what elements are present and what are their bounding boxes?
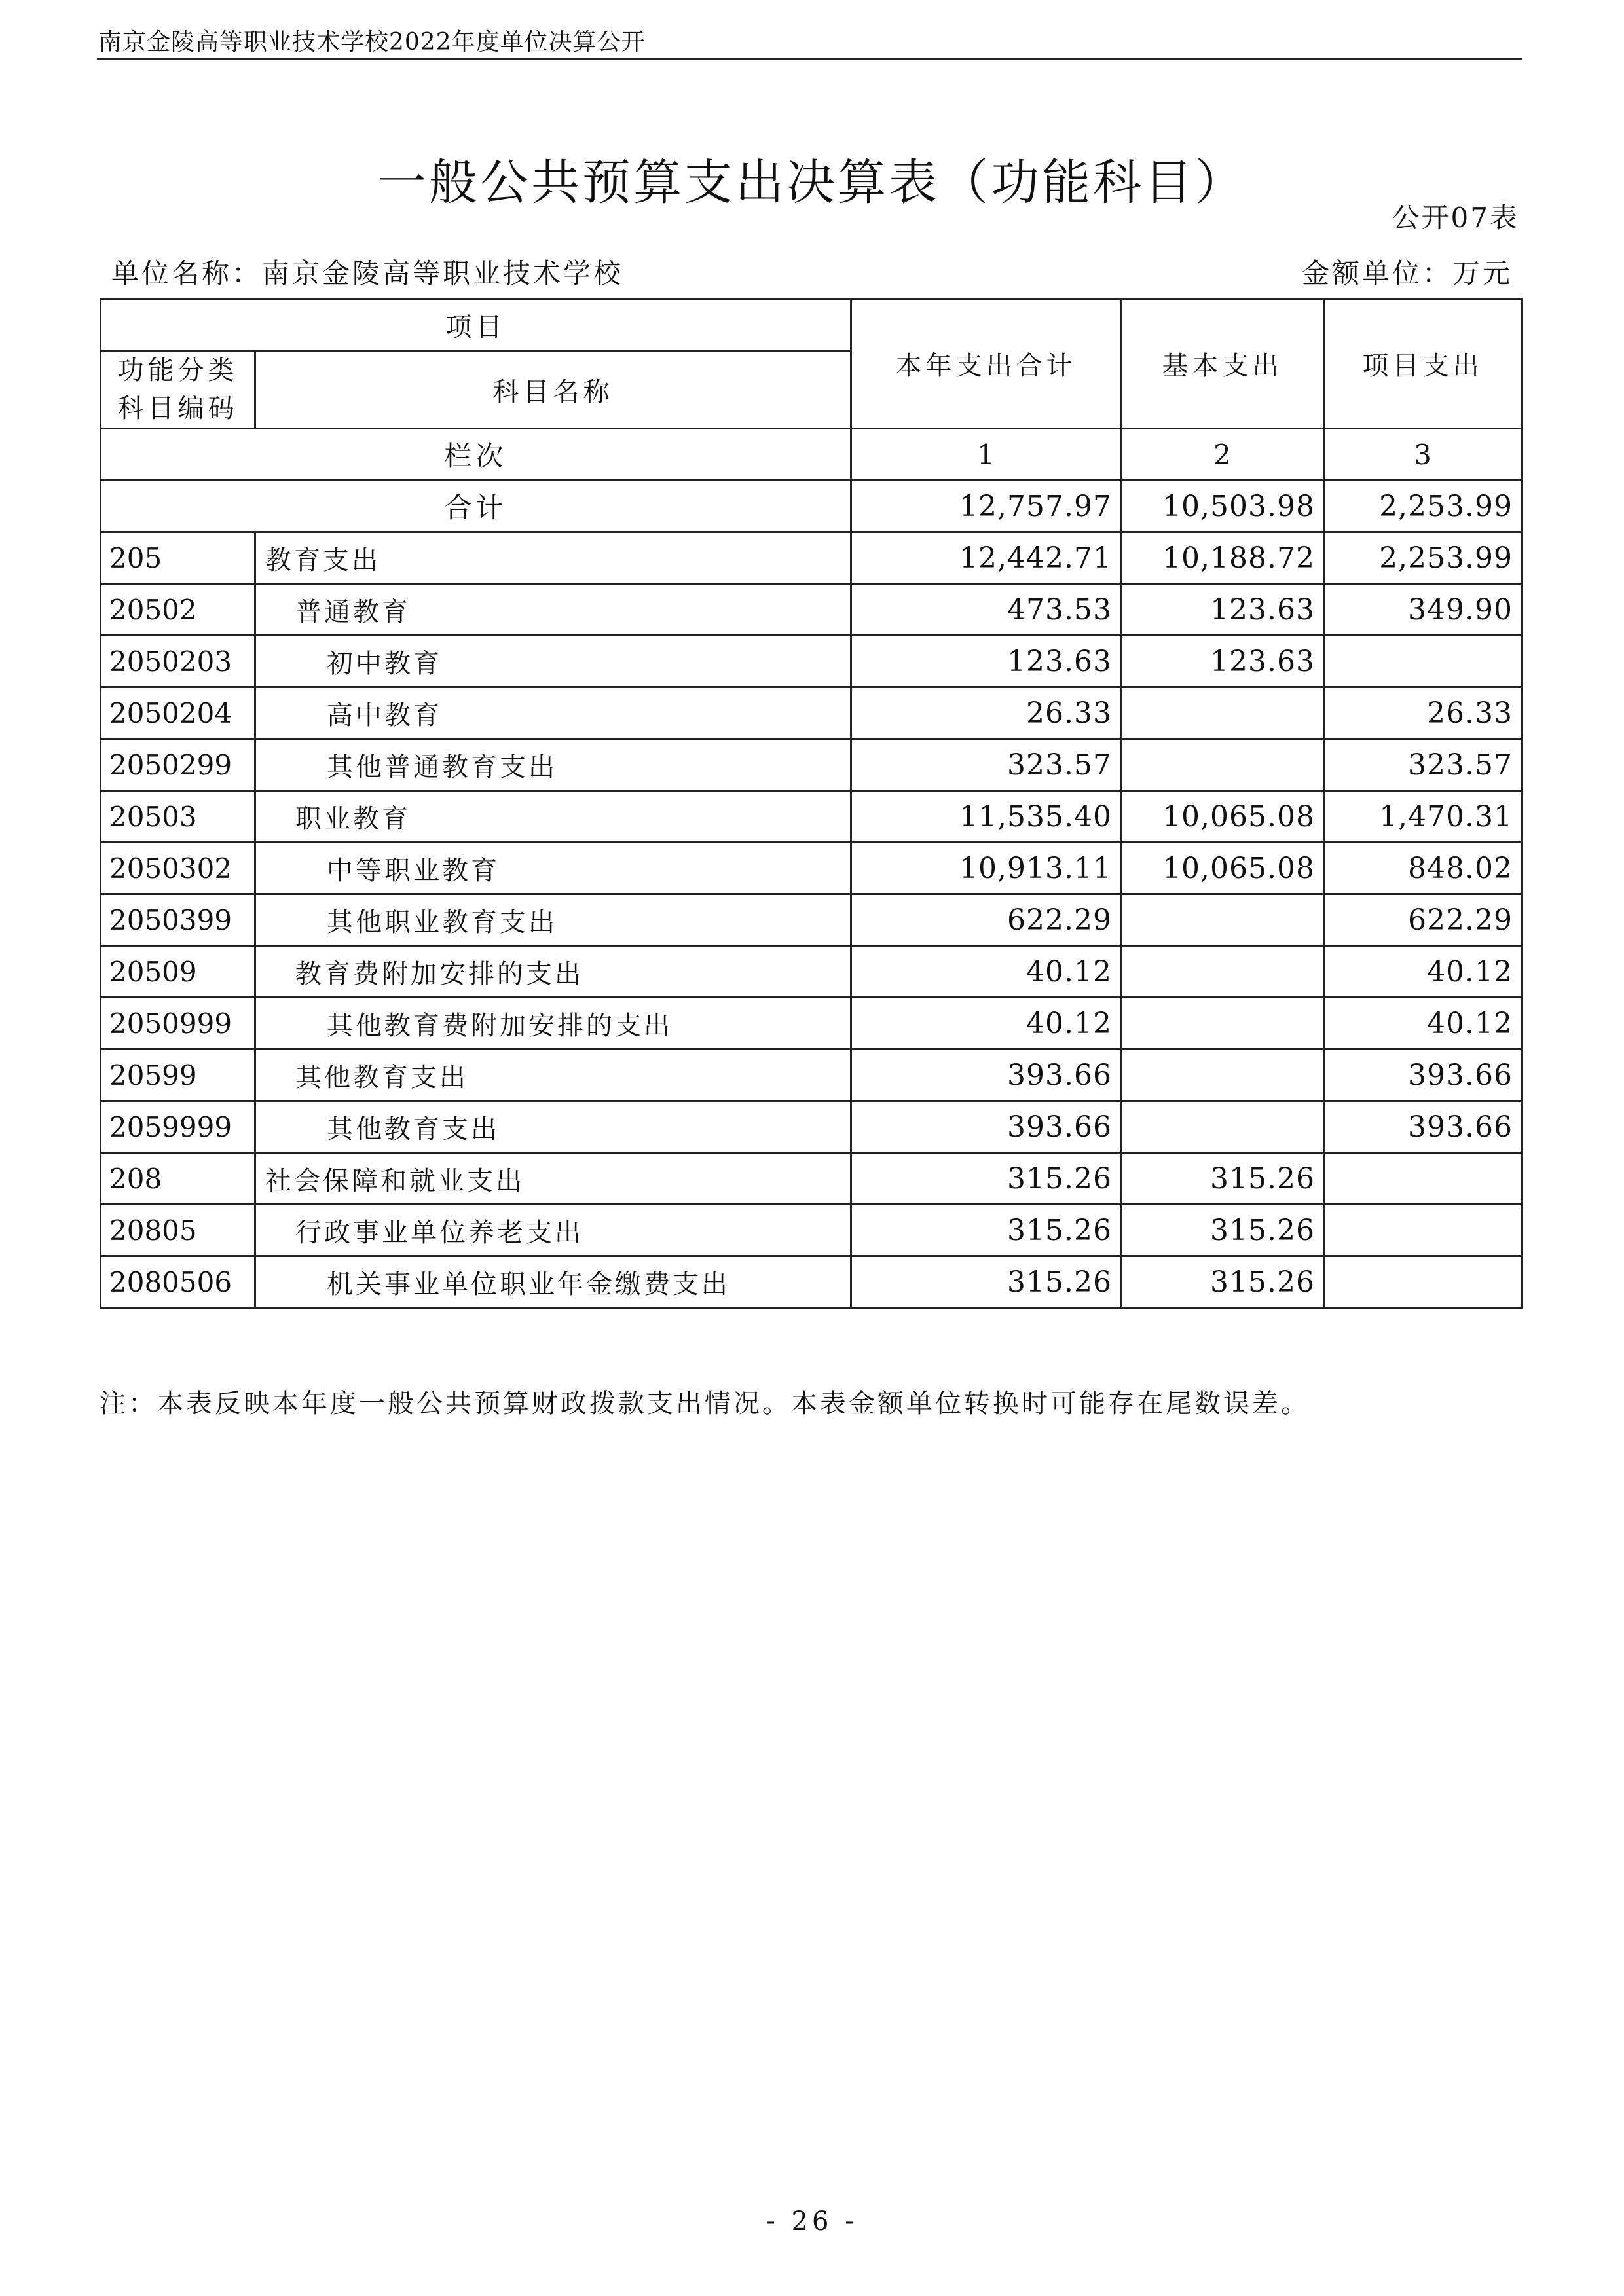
row-total: 393.66 [851,1049,1121,1101]
row-name: 教育支出 [255,532,851,584]
row-total: 315.26 [851,1153,1121,1205]
col-number-3: 3 [1324,429,1522,481]
row-total: 622.29 [851,894,1121,946]
table-row [101,687,1522,739]
row-name: 其他普通教育支出 [255,739,851,791]
row-basic [1121,894,1324,946]
row-code: 20503 [101,791,255,843]
table-row [101,1205,1522,1256]
row-code: 2050204 [101,687,255,739]
row-code: 2050203 [101,636,255,687]
row-code: 2050399 [101,894,255,946]
table-note: 注：本表反映本年度一般公共预算财政拨款支出情况。本表金额单位转换时可能存在尾数误差。 [100,1389,1310,1419]
table-row [101,739,1522,791]
row-total: 123.63 [851,636,1121,687]
row-code: 20599 [101,1049,255,1101]
row-basic [1121,1049,1324,1101]
row-project: 40.12 [1324,946,1522,998]
row-basic: 123.63 [1121,636,1324,687]
row-basic: 315.26 [1121,1153,1324,1205]
row-name: 其他教育支出 [255,1101,851,1153]
row-project [1324,1153,1522,1205]
table-row [101,843,1522,894]
row-code: 20502 [101,584,255,636]
table-row [101,894,1522,946]
row-project: 393.66 [1324,1101,1522,1153]
expenditure-table [100,298,1522,1309]
row-basic: 10,065.08 [1121,843,1324,894]
table-row [101,636,1522,687]
row-index-row [101,429,1522,481]
amount-unit: 金额单位：万元 [1301,257,1513,289]
table-row [101,1101,1522,1153]
row-project [1324,636,1522,687]
row-name: 教育费附加安排的支出 [255,946,851,998]
row-total: 393.66 [851,1101,1121,1153]
row-code: 2080506 [101,1256,255,1308]
table-number: 公开07表 [1392,202,1519,234]
header-total: 本年支出合计 [851,299,1121,429]
row-total: 10,913.11 [851,843,1121,894]
row-project: 323.57 [1324,739,1522,791]
row-basic: 10,188.72 [1121,532,1324,584]
row-code: 20509 [101,946,255,998]
total-basic: 10,503.98 [1121,481,1324,532]
row-project: 40.12 [1324,998,1522,1049]
header-rule [97,58,1522,60]
table-row [101,1049,1522,1101]
header-project: 项目 [101,299,851,351]
row-total: 40.12 [851,998,1121,1049]
table-row [101,998,1522,1049]
table-row [101,584,1522,636]
row-code: 2050302 [101,843,255,894]
row-project: 848.02 [1324,843,1522,894]
total-label: 合计 [101,481,851,532]
row-basic [1121,998,1324,1049]
row-total: 12,442.71 [851,532,1121,584]
row-total: 315.26 [851,1205,1121,1256]
row-code: 2050999 [101,998,255,1049]
total-amount: 12,757.97 [851,481,1121,532]
col-number-1: 1 [851,429,1121,481]
row-name: 社会保障和就业支出 [255,1153,851,1205]
row-name: 行政事业单位养老支出 [255,1205,851,1256]
row-name: 其他职业教育支出 [255,894,851,946]
row-project: 1,470.31 [1324,791,1522,843]
table-row [101,1256,1522,1308]
row-total: 323.57 [851,739,1121,791]
row-name: 高中教育 [255,687,851,739]
row-basic [1121,687,1324,739]
row-code: 208 [101,1153,255,1205]
row-project: 349.90 [1324,584,1522,636]
row-basic: 123.63 [1121,584,1324,636]
row-name: 中等职业教育 [255,843,851,894]
row-total: 40.12 [851,946,1121,998]
row-project: 622.29 [1324,894,1522,946]
running-header: 南京金陵高等职业技术学校2022年度单位决算公开 [98,29,646,56]
col-number-2: 2 [1121,429,1324,481]
header-code-line1: 功能分类 [117,355,238,386]
table-row [101,946,1522,998]
row-basic [1121,739,1324,791]
page-title: 一般公共预算支出决算表（功能科目） [378,154,1246,211]
unit-line [111,252,1513,291]
header-code-line2: 科目编码 [117,393,238,424]
row-total: 26.33 [851,687,1121,739]
header-name: 科目名称 [255,351,851,429]
row-code: 20805 [101,1205,255,1256]
page-number: - 26 - [766,2206,858,2236]
row-total: 315.26 [851,1256,1121,1308]
total-row [101,481,1522,532]
row-code: 205 [101,532,255,584]
row-basic [1121,1101,1324,1153]
header-basic: 基本支出 [1121,299,1324,429]
row-name: 其他教育支出 [255,1049,851,1101]
row-total: 473.53 [851,584,1121,636]
table-body [101,429,1522,1308]
row-index-label: 栏次 [101,429,851,481]
row-name: 职业教育 [255,791,851,843]
unit-name: 单位名称：南京金陵高等职业技术学校 [111,257,624,289]
header-code [101,351,255,429]
row-name: 其他教育费附加安排的支出 [255,998,851,1049]
header-row-project [101,299,1522,351]
row-name: 普通教育 [255,584,851,636]
total-project: 2,253.99 [1324,481,1522,532]
row-basic [1121,946,1324,998]
table-row [101,532,1522,584]
row-code: 2059999 [101,1101,255,1153]
row-project: 26.33 [1324,687,1522,739]
row-total: 11,535.40 [851,791,1121,843]
row-basic: 315.26 [1121,1256,1324,1308]
row-project: 393.66 [1324,1049,1522,1101]
row-name: 机关事业单位职业年金缴费支出 [255,1256,851,1308]
row-project: 2,253.99 [1324,532,1522,584]
row-basic: 10,065.08 [1121,791,1324,843]
table-row [101,1153,1522,1205]
row-project [1324,1205,1522,1256]
row-basic: 315.26 [1121,1205,1324,1256]
table-row [101,791,1522,843]
header-project-expenditure: 项目支出 [1324,299,1522,429]
row-code: 2050299 [101,739,255,791]
row-project [1324,1256,1522,1308]
row-name: 初中教育 [255,636,851,687]
